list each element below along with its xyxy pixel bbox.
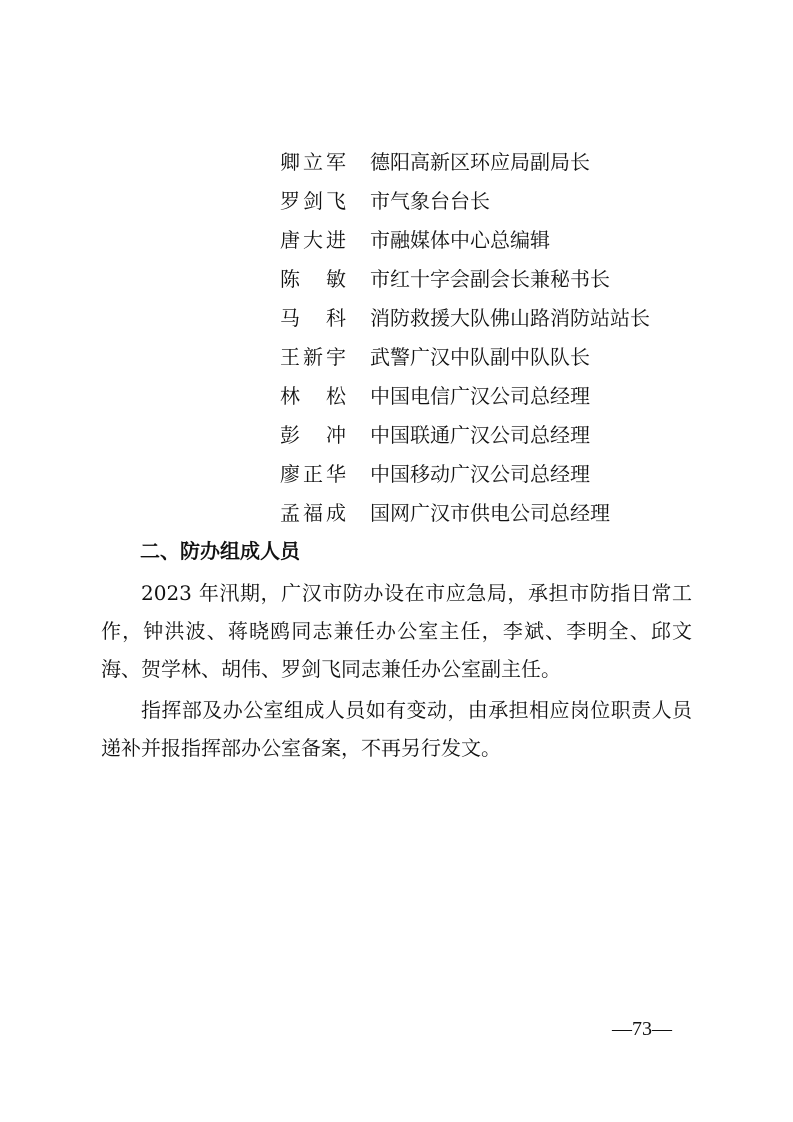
member-name: 林松 — [280, 384, 346, 408]
member-name: 廖正华 — [280, 462, 346, 486]
member-name: 彭冲 — [280, 423, 346, 447]
member-title: 市融媒体中心总编辑 — [370, 228, 550, 252]
member-name: 唐大进 — [280, 228, 346, 252]
member-row — [280, 143, 650, 182]
member-name: 卿立军 — [280, 150, 346, 174]
member-row — [280, 494, 650, 533]
member-title: 消防救援大队佛山路消防站站长 — [370, 306, 650, 330]
member-row — [280, 221, 650, 260]
member-row — [280, 416, 650, 455]
member-row — [280, 377, 650, 416]
member-row — [280, 338, 650, 377]
member-name: 王新宇 — [280, 345, 346, 369]
member-name: 罗剑飞 — [280, 189, 346, 213]
member-name: 孟福成 — [280, 501, 346, 525]
member-name: 陈敏 — [280, 267, 346, 291]
member-title: 市红十字会副会长兼秘书长 — [370, 267, 610, 291]
body-paragraph: 指挥部及办公室组成人员如有变动，由承担相应岗位职责人员递补并报指挥部办公室备案，不再另行发文。 — [101, 698, 692, 760]
member-title: 国网广汉市供电公司总经理 — [370, 501, 610, 525]
member-row — [280, 299, 650, 338]
member-row — [280, 455, 650, 494]
member-title: 市气象台台长 — [370, 189, 490, 213]
member-title: 德阳高新区环应局副局长 — [370, 150, 590, 174]
member-name: 马科 — [280, 306, 346, 330]
member-title: 中国电信广汉公司总经理 — [370, 384, 590, 408]
member-row — [280, 260, 650, 299]
section-heading: 二、防办组成人员 — [140, 539, 300, 563]
member-title: 武警广汉中队副中队队长 — [370, 345, 590, 369]
member-title: 中国移动广汉公司总经理 — [370, 462, 590, 486]
member-row — [280, 182, 650, 221]
body-paragraph: 2023 年汛期，广汉市防办设在市应急局，承担市防指日常工作，钟洪波、蒋晓鸥同志兼任办公室主任，李斌、李明全、邱文海、贺学林、胡伟、罗剑飞同志兼任办公室副主任。 — [101, 581, 692, 681]
member-title: 中国联通广汉公司总经理 — [370, 423, 590, 447]
page-number: —73— — [612, 1018, 672, 1040]
member-list — [280, 143, 650, 533]
